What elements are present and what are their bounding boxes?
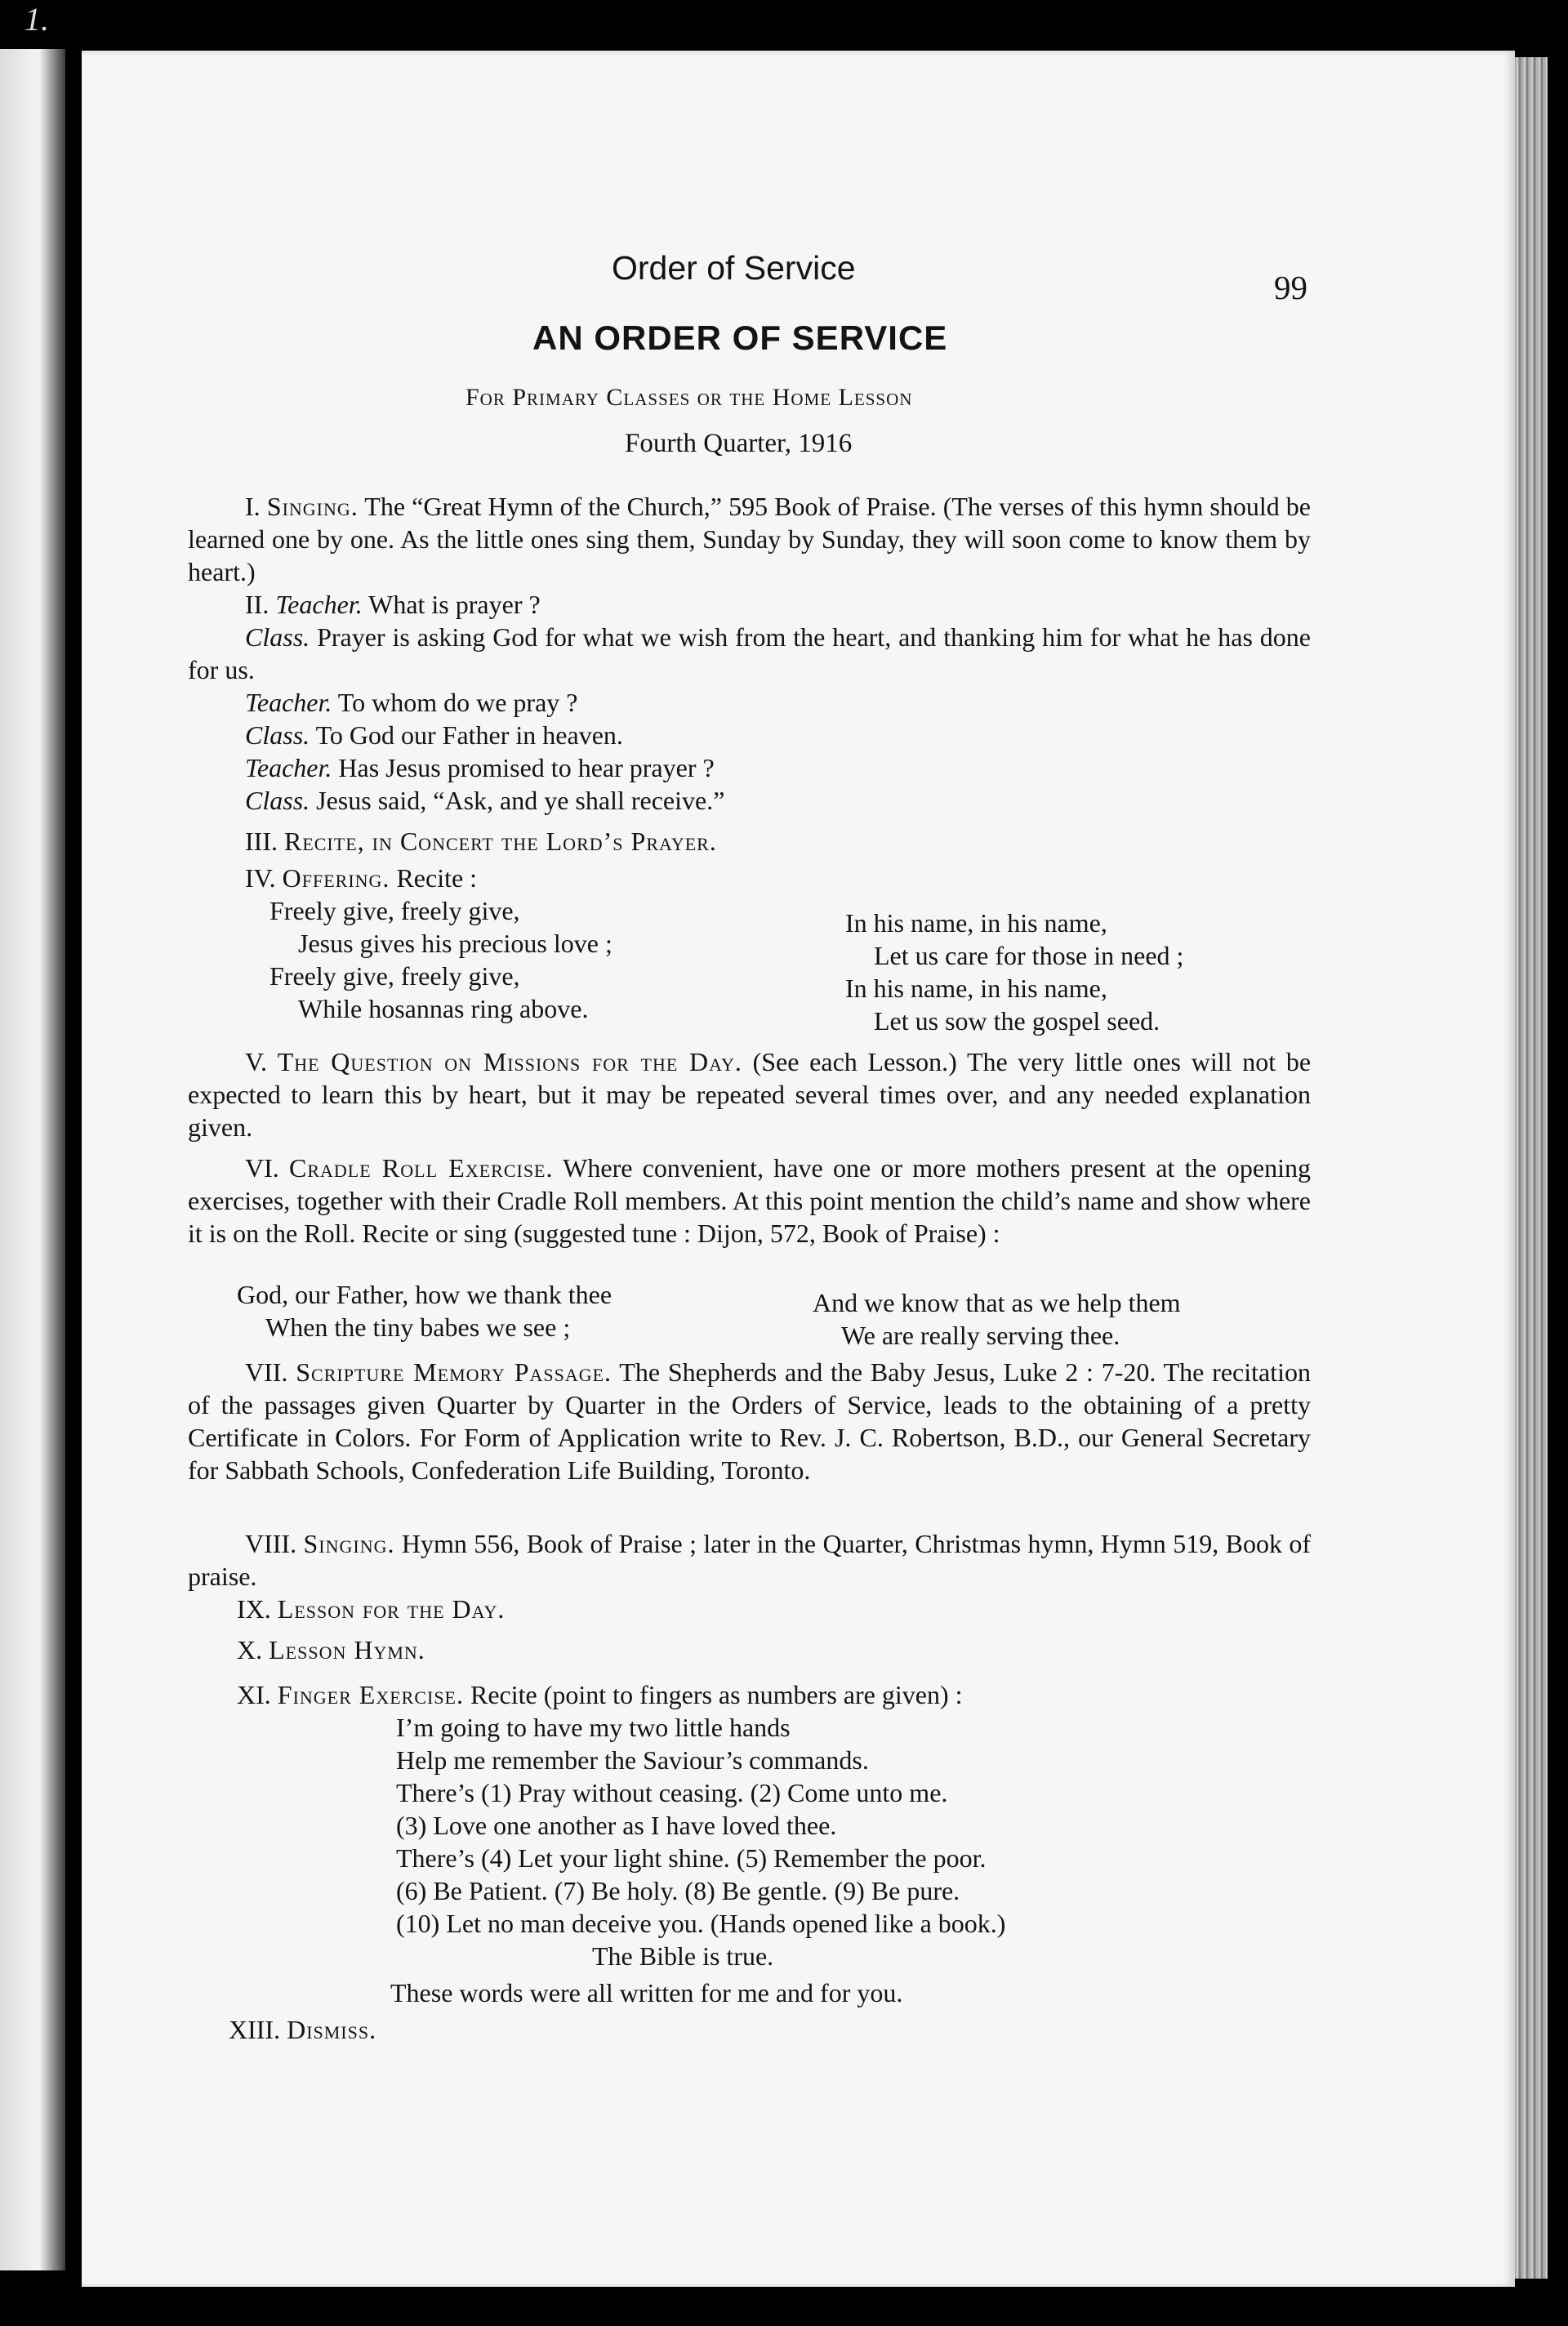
exercise-line: I’m going to have my two little hands [396, 1713, 791, 1742]
dialogue-line [245, 719, 623, 751]
section-text: Recite (point to fingers as numbers are given) : [470, 1680, 963, 1709]
dialogue-text: To whom do we pray ? [337, 688, 578, 717]
dialogue-text: Jesus said, “Ask, and ye shall receive.” [316, 786, 725, 815]
dialogue-line [245, 588, 541, 621]
section-heading: Singing. [266, 492, 359, 521]
verse-line: In his name, in his name, [845, 908, 1107, 938]
running-head: Order of Service [612, 249, 856, 287]
section-singing-hymn [188, 1527, 1311, 1593]
section-heading: Scripture Memory Passage. [296, 1357, 612, 1387]
section-text: Recite : [396, 863, 478, 893]
exercise-line: These words were all written for me and for you. [390, 1978, 903, 2007]
verse-line: And we know that as we help them [813, 1288, 1181, 1317]
exercise-line: The Bible is true. [592, 1941, 774, 1971]
section-heading: Dismiss. [287, 2015, 377, 2044]
dialogue-text: To God our Father in heaven. [315, 720, 623, 750]
section-heading: Lesson Hymn. [269, 1635, 425, 1664]
section-number: IX. [237, 1594, 271, 1624]
quarter-line: Fourth Quarter, 1916 [625, 429, 853, 458]
verse-line: Jesus gives his precious love ; [298, 929, 612, 958]
page-stack-edge [1515, 57, 1548, 2279]
section-offering [245, 862, 477, 894]
section-heading: Offering. [282, 863, 390, 893]
verse-line: In his name, in his name, [845, 974, 1107, 1003]
section-number: V. [245, 1047, 267, 1076]
verse-line: Freely give, freely give, [270, 896, 520, 925]
verse-line: When the tiny babes we see ; [265, 1312, 571, 1342]
dialogue-line [245, 686, 577, 719]
section-singing [188, 490, 1311, 588]
section-heading: The Question on Missions for the Day. [277, 1047, 742, 1076]
section-text: Where convenient, have one or more mothers present at the opening exercises, together with their Cradle Roll members. At this point mention the child’s name and show where it is on the Roll. Recite or sing (suggested tune : Dijon, 572, Book of Praise) : [188, 1153, 1312, 1248]
dialogue-text: Prayer is asking God for what we wish from the heart, and thanking him for what he has done for us. [188, 622, 1312, 684]
scan-pencil-mark: 1. [24, 1, 49, 38]
section-number: XI. [237, 1680, 271, 1709]
section-text: The “Great Hymn of the Church,” 595 Book of Praise. (The verses of this hymn should be learned one by one. As the little ones sing them, Sunday by Sunday, they will soon come to know them by heart.) [188, 492, 1312, 586]
section-number: IV. [245, 863, 276, 893]
exercise-line: Help me remember the Saviour’s commands. [396, 1745, 869, 1775]
verse-line: Let us sow the gospel seed. [874, 1006, 1160, 1036]
speaker-label: Teacher. [275, 590, 363, 619]
page-number: 99 [1274, 269, 1307, 306]
section-lesson-for-day [237, 1593, 505, 1625]
section-finger-exercise [237, 1678, 962, 1711]
section-number: X. [237, 1635, 263, 1664]
exercise-line: There’s (4) Let your light shine. (5) Remember the poor. [396, 1843, 987, 1873]
verse-line: While hosannas ring above. [298, 994, 589, 1023]
verse-line: Let us care for those in need ; [874, 941, 1184, 970]
section-cradle-roll [188, 1152, 1311, 1250]
facing-page-edge [0, 49, 65, 2270]
dialogue-line [188, 621, 1311, 686]
section-number: II. [245, 590, 270, 619]
dialogue-text: What is prayer ? [368, 590, 541, 619]
verse-line: Freely give, freely give, [270, 961, 520, 991]
section-number: VIII. [245, 1529, 297, 1558]
speaker-label: Class. [245, 622, 310, 652]
section-recite-prayer [245, 825, 717, 858]
section-number: I. [245, 492, 261, 521]
verse-line: God, our Father, how we thank thee [237, 1280, 612, 1309]
dialogue-text: Has Jesus promised to hear prayer ? [338, 753, 715, 782]
section-heading: Recite, in Concert the Lord’s Prayer. [283, 827, 717, 856]
section-heading: Singing. [303, 1529, 395, 1558]
page-subtitle: For Primary Classes or the Home Lesson [466, 384, 913, 411]
section-scripture-memory [188, 1356, 1311, 1486]
section-number: VI. [245, 1153, 279, 1183]
dialogue-line [245, 784, 724, 817]
speaker-label: Teacher. [245, 688, 332, 717]
verse-line: We are really serving thee. [841, 1321, 1120, 1350]
dialogue-line [245, 751, 715, 784]
section-text: Hymn 556, Book of Praise ; later in the Quarter, Christmas hymn, Hymn 519, Book of praise. [188, 1529, 1312, 1591]
section-text: The Shepherds and the Baby Jesus, Luke 2 : 7-20. The recitation of the passages given Quarter by Quarter in the Orders of Service, leads to the obtaining of a pretty Certificate in Colors. For Form of Application write to Rev. J. C. Robertson, B.D., our General Secretary for Sabbath Schools, Confederation Life Building, Toronto. [188, 1357, 1311, 1485]
exercise-line: (10) Let no man deceive you. (Hands opened like a book.) [396, 1909, 1006, 1938]
exercise-line: (6) Be Patient. (7) Be holy. (8) Be gentle. (9) Be pure. [396, 1876, 960, 1905]
section-heading: Lesson for the Day. [277, 1594, 506, 1624]
section-heading: Finger Exercise. [277, 1680, 464, 1709]
speaker-label: Teacher. [245, 753, 332, 782]
exercise-line: (3) Love one another as I have loved thee. [396, 1811, 837, 1840]
section-dismiss [229, 2013, 376, 2046]
section-number: VII. [245, 1357, 288, 1387]
speaker-label: Class. [245, 720, 310, 750]
section-number: XIII. [229, 2015, 281, 2044]
section-text: (See each Lesson.) The very little ones will not be expected to learn this by heart, but it may be repeated several times over, and any needed explanation given. [188, 1047, 1312, 1142]
section-lesson-hymn [237, 1633, 425, 1666]
section-number: III. [245, 827, 278, 856]
section-missions-question [188, 1045, 1311, 1143]
section-heading: Cradle Roll Exercise. [289, 1153, 554, 1183]
exercise-line: There’s (1) Pray without ceasing. (2) Come unto me. [396, 1778, 948, 1807]
page-title: AN ORDER OF SERVICE [532, 319, 948, 357]
speaker-label: Class. [245, 786, 310, 815]
